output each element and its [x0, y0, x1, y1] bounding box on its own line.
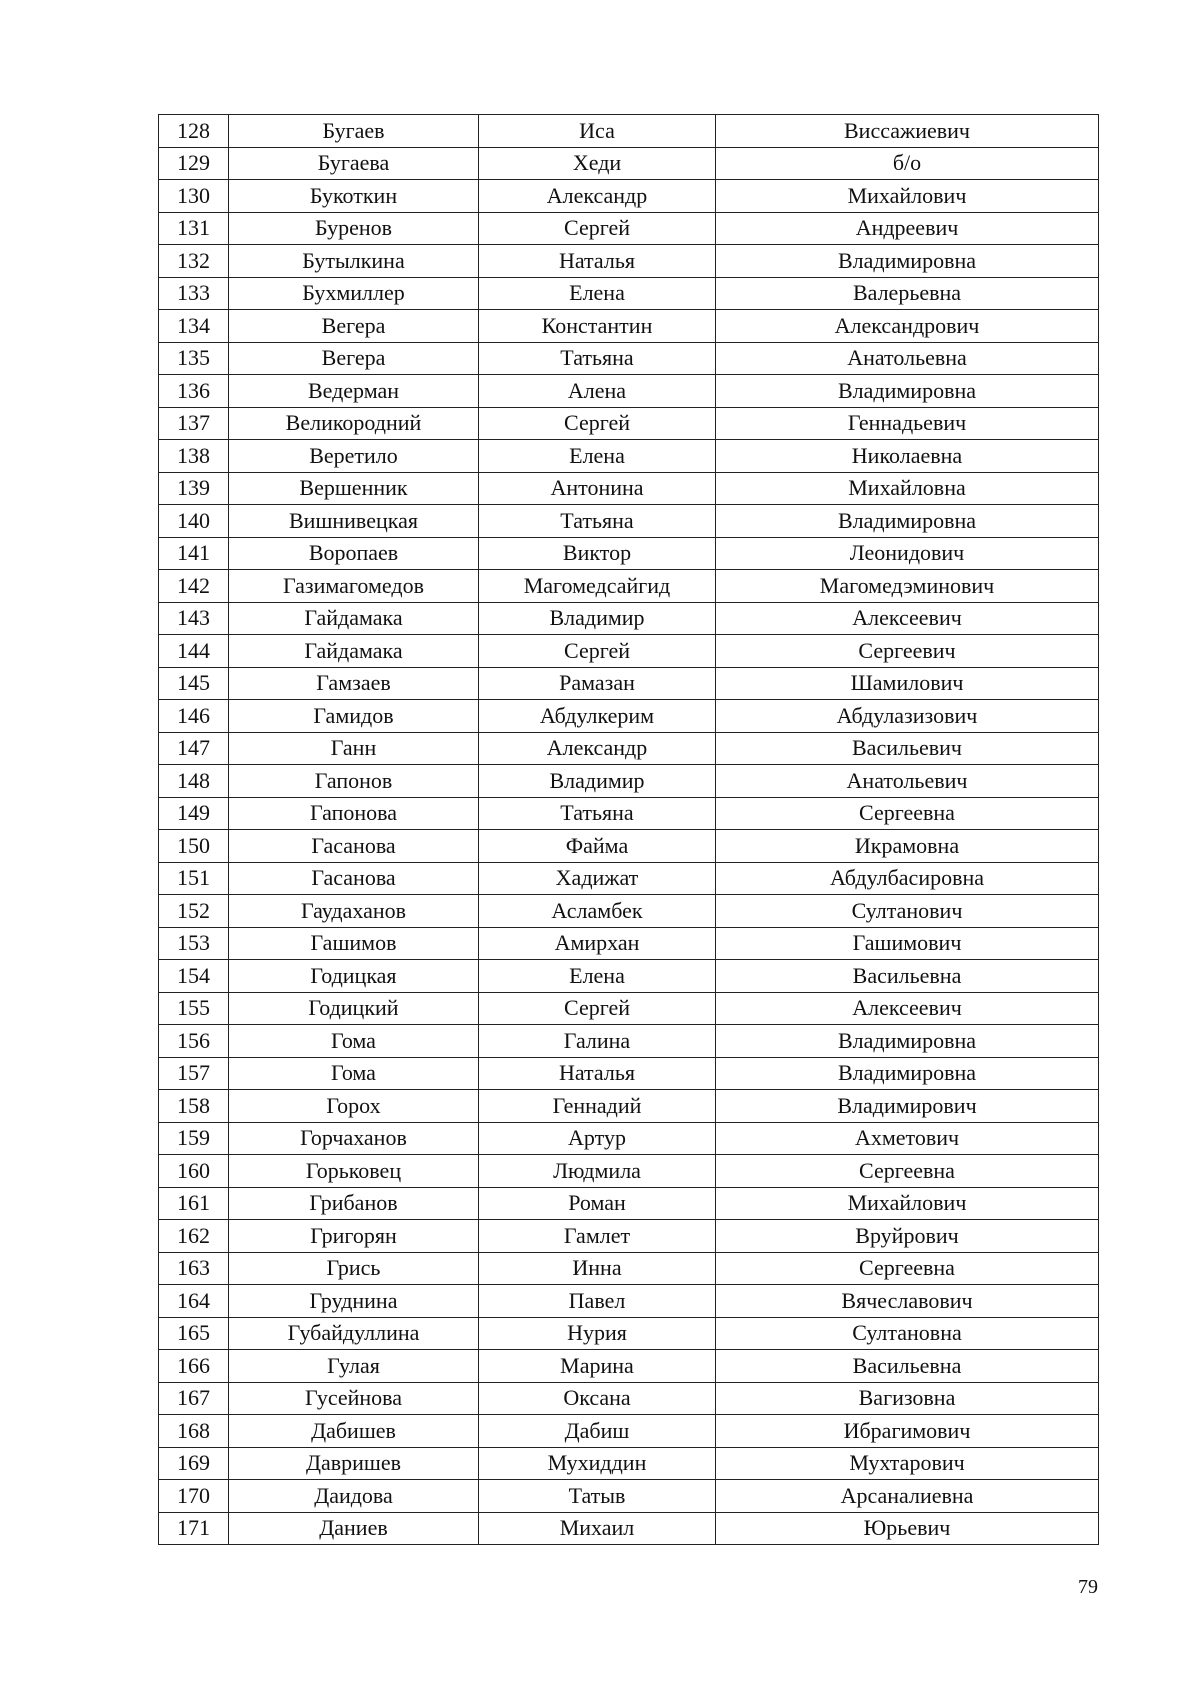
- table-row: [159, 1025, 1099, 1058]
- patronymic-cell: Вагизовна: [716, 1382, 1099, 1415]
- first-name-cell: Рамазан: [479, 667, 716, 700]
- patronymic-cell: Анатольевич: [716, 765, 1099, 798]
- first-name-cell: Сергей: [479, 212, 716, 245]
- patronymic-cell: Владимировна: [716, 505, 1099, 538]
- table-row: [159, 635, 1099, 668]
- first-name-cell: Владимир: [479, 602, 716, 635]
- roster-table-body: [159, 115, 1099, 1545]
- first-name-cell: Михаил: [479, 1512, 716, 1545]
- patronymic-cell: Андреевич: [716, 212, 1099, 245]
- last-name-cell: Бугаев: [229, 115, 479, 148]
- last-name-cell: Григорян: [229, 1220, 479, 1253]
- table-row: [159, 115, 1099, 148]
- row-number-cell: 133: [159, 277, 229, 310]
- table-row: [159, 1382, 1099, 1415]
- row-number-cell: 148: [159, 765, 229, 798]
- row-number-cell: 145: [159, 667, 229, 700]
- row-number-cell: 155: [159, 992, 229, 1025]
- row-number-cell: 147: [159, 732, 229, 765]
- row-number-cell: 153: [159, 927, 229, 960]
- row-number-cell: 162: [159, 1220, 229, 1253]
- table-row: [159, 1122, 1099, 1155]
- table-row: [159, 797, 1099, 830]
- table-row: [159, 602, 1099, 635]
- last-name-cell: Горчаханов: [229, 1122, 479, 1155]
- table-row: [159, 1447, 1099, 1480]
- patronymic-cell: Сергеевна: [716, 797, 1099, 830]
- row-number-cell: 161: [159, 1187, 229, 1220]
- patronymic-cell: Магомедэминович: [716, 570, 1099, 603]
- table-row: [159, 505, 1099, 538]
- table-row: [159, 1415, 1099, 1448]
- patronymic-cell: Икрамовна: [716, 830, 1099, 863]
- table-row: [159, 1317, 1099, 1350]
- first-name-cell: Иса: [479, 115, 716, 148]
- table-row: [159, 1220, 1099, 1253]
- first-name-cell: Файма: [479, 830, 716, 863]
- table-row: [159, 277, 1099, 310]
- patronymic-cell: Владимировна: [716, 375, 1099, 408]
- patronymic-cell: Владимировна: [716, 1057, 1099, 1090]
- last-name-cell: Груднина: [229, 1285, 479, 1318]
- row-number-cell: 166: [159, 1350, 229, 1383]
- first-name-cell: Гамлет: [479, 1220, 716, 1253]
- last-name-cell: Губайдуллина: [229, 1317, 479, 1350]
- row-number-cell: 163: [159, 1252, 229, 1285]
- patronymic-cell: Мухтарович: [716, 1447, 1099, 1480]
- patronymic-cell: Геннадьевич: [716, 407, 1099, 440]
- patronymic-cell: б/о: [716, 147, 1099, 180]
- row-number-cell: 134: [159, 310, 229, 343]
- row-number-cell: 137: [159, 407, 229, 440]
- first-name-cell: Татыв: [479, 1480, 716, 1513]
- row-number-cell: 152: [159, 895, 229, 928]
- first-name-cell: Наталья: [479, 245, 716, 278]
- table-row: [159, 960, 1099, 993]
- last-name-cell: Гамидов: [229, 700, 479, 733]
- first-name-cell: Инна: [479, 1252, 716, 1285]
- row-number-cell: 136: [159, 375, 229, 408]
- table-row: [159, 440, 1099, 473]
- first-name-cell: Виктор: [479, 537, 716, 570]
- patronymic-cell: Валерьевна: [716, 277, 1099, 310]
- row-number-cell: 138: [159, 440, 229, 473]
- patronymic-cell: Ахметович: [716, 1122, 1099, 1155]
- first-name-cell: Елена: [479, 277, 716, 310]
- row-number-cell: 144: [159, 635, 229, 668]
- table-row: [159, 1480, 1099, 1513]
- patronymic-cell: Алексеевич: [716, 992, 1099, 1025]
- table-row: [159, 895, 1099, 928]
- last-name-cell: Давришев: [229, 1447, 479, 1480]
- roster-table: [158, 114, 1099, 1545]
- row-number-cell: 130: [159, 180, 229, 213]
- row-number-cell: 128: [159, 115, 229, 148]
- patronymic-cell: Васильевич: [716, 732, 1099, 765]
- last-name-cell: Ганн: [229, 732, 479, 765]
- first-name-cell: Галина: [479, 1025, 716, 1058]
- row-number-cell: 168: [159, 1415, 229, 1448]
- last-name-cell: Бугаева: [229, 147, 479, 180]
- first-name-cell: Оксана: [479, 1382, 716, 1415]
- patronymic-cell: Абдулбасировна: [716, 862, 1099, 895]
- last-name-cell: Горьковец: [229, 1155, 479, 1188]
- last-name-cell: Гаудаханов: [229, 895, 479, 928]
- first-name-cell: Геннадий: [479, 1090, 716, 1123]
- last-name-cell: Бутылкина: [229, 245, 479, 278]
- first-name-cell: Магомедсайгид: [479, 570, 716, 603]
- last-name-cell: Буренов: [229, 212, 479, 245]
- patronymic-cell: Анатольевна: [716, 342, 1099, 375]
- patronymic-cell: Леонидович: [716, 537, 1099, 570]
- first-name-cell: Павел: [479, 1285, 716, 1318]
- last-name-cell: Великородний: [229, 407, 479, 440]
- table-row: [159, 700, 1099, 733]
- patronymic-cell: Султанович: [716, 895, 1099, 928]
- table-row: [159, 342, 1099, 375]
- last-name-cell: Гамзаев: [229, 667, 479, 700]
- first-name-cell: Марина: [479, 1350, 716, 1383]
- table-row: [159, 212, 1099, 245]
- first-name-cell: Роман: [479, 1187, 716, 1220]
- patronymic-cell: Султановна: [716, 1317, 1099, 1350]
- last-name-cell: Вишнивецкая: [229, 505, 479, 538]
- patronymic-cell: Владимировна: [716, 245, 1099, 278]
- row-number-cell: 164: [159, 1285, 229, 1318]
- first-name-cell: Антонина: [479, 472, 716, 505]
- first-name-cell: Александр: [479, 180, 716, 213]
- last-name-cell: Гасанова: [229, 830, 479, 863]
- row-number-cell: 132: [159, 245, 229, 278]
- last-name-cell: Даниев: [229, 1512, 479, 1545]
- last-name-cell: Гайдамака: [229, 602, 479, 635]
- last-name-cell: Веретило: [229, 440, 479, 473]
- table-row: [159, 570, 1099, 603]
- patronymic-cell: Вячеславович: [716, 1285, 1099, 1318]
- table-row: [159, 147, 1099, 180]
- table-row: [159, 1155, 1099, 1188]
- row-number-cell: 143: [159, 602, 229, 635]
- patronymic-cell: Васильевна: [716, 1350, 1099, 1383]
- patronymic-cell: Шамилович: [716, 667, 1099, 700]
- patronymic-cell: Виссажиевич: [716, 115, 1099, 148]
- first-name-cell: Артур: [479, 1122, 716, 1155]
- row-number-cell: 139: [159, 472, 229, 505]
- patronymic-cell: Владимирович: [716, 1090, 1099, 1123]
- patronymic-cell: Юрьевич: [716, 1512, 1099, 1545]
- patronymic-cell: Сергеевич: [716, 635, 1099, 668]
- last-name-cell: Ведерман: [229, 375, 479, 408]
- last-name-cell: Дабишев: [229, 1415, 479, 1448]
- patronymic-cell: Гашимович: [716, 927, 1099, 960]
- row-number-cell: 150: [159, 830, 229, 863]
- first-name-cell: Сергей: [479, 407, 716, 440]
- patronymic-cell: Абдулазизович: [716, 700, 1099, 733]
- patronymic-cell: Арсаналиевна: [716, 1480, 1099, 1513]
- last-name-cell: Вегера: [229, 310, 479, 343]
- table-row: [159, 1285, 1099, 1318]
- last-name-cell: Гайдамака: [229, 635, 479, 668]
- last-name-cell: Газимагомедов: [229, 570, 479, 603]
- first-name-cell: Хеди: [479, 147, 716, 180]
- patronymic-cell: Ибрагимович: [716, 1415, 1099, 1448]
- table-row: [159, 765, 1099, 798]
- last-name-cell: Гома: [229, 1025, 479, 1058]
- table-row: [159, 1187, 1099, 1220]
- first-name-cell: Татьяна: [479, 505, 716, 538]
- row-number-cell: 171: [159, 1512, 229, 1545]
- patronymic-cell: Владимировна: [716, 1025, 1099, 1058]
- first-name-cell: Елена: [479, 960, 716, 993]
- last-name-cell: Годицкий: [229, 992, 479, 1025]
- row-number-cell: 131: [159, 212, 229, 245]
- last-name-cell: Гапонов: [229, 765, 479, 798]
- last-name-cell: Горох: [229, 1090, 479, 1123]
- patronymic-cell: Михайловна: [716, 472, 1099, 505]
- table-row: [159, 667, 1099, 700]
- table-row: [159, 245, 1099, 278]
- first-name-cell: Абдулкерим: [479, 700, 716, 733]
- patronymic-cell: Николаевна: [716, 440, 1099, 473]
- patronymic-cell: Михайлович: [716, 180, 1099, 213]
- table-row: [159, 1057, 1099, 1090]
- last-name-cell: Вегера: [229, 342, 479, 375]
- table-row: [159, 1350, 1099, 1383]
- first-name-cell: Константин: [479, 310, 716, 343]
- patronymic-cell: Вруйрович: [716, 1220, 1099, 1253]
- patronymic-cell: Алексеевич: [716, 602, 1099, 635]
- last-name-cell: Гасанова: [229, 862, 479, 895]
- first-name-cell: Хадижат: [479, 862, 716, 895]
- patronymic-cell: Сергеевна: [716, 1155, 1099, 1188]
- table-row: [159, 180, 1099, 213]
- first-name-cell: Владимир: [479, 765, 716, 798]
- table-row: [159, 472, 1099, 505]
- table-row: [159, 1512, 1099, 1545]
- last-name-cell: Бухмиллер: [229, 277, 479, 310]
- table-row: [159, 992, 1099, 1025]
- last-name-cell: Даидова: [229, 1480, 479, 1513]
- row-number-cell: 159: [159, 1122, 229, 1155]
- row-number-cell: 135: [159, 342, 229, 375]
- row-number-cell: 149: [159, 797, 229, 830]
- table-row: [159, 862, 1099, 895]
- patronymic-cell: Сергеевна: [716, 1252, 1099, 1285]
- first-name-cell: Людмила: [479, 1155, 716, 1188]
- first-name-cell: Сергей: [479, 992, 716, 1025]
- last-name-cell: Воропаев: [229, 537, 479, 570]
- row-number-cell: 140: [159, 505, 229, 538]
- table-row: [159, 732, 1099, 765]
- row-number-cell: 167: [159, 1382, 229, 1415]
- row-number-cell: 146: [159, 700, 229, 733]
- first-name-cell: Александр: [479, 732, 716, 765]
- patronymic-cell: Васильевна: [716, 960, 1099, 993]
- row-number-cell: 158: [159, 1090, 229, 1123]
- row-number-cell: 142: [159, 570, 229, 603]
- table-row: [159, 830, 1099, 863]
- first-name-cell: Татьяна: [479, 342, 716, 375]
- first-name-cell: Елена: [479, 440, 716, 473]
- first-name-cell: Нурия: [479, 1317, 716, 1350]
- table-row: [159, 407, 1099, 440]
- row-number-cell: 165: [159, 1317, 229, 1350]
- row-number-cell: 157: [159, 1057, 229, 1090]
- row-number-cell: 169: [159, 1447, 229, 1480]
- row-number-cell: 170: [159, 1480, 229, 1513]
- first-name-cell: Алена: [479, 375, 716, 408]
- last-name-cell: Гома: [229, 1057, 479, 1090]
- last-name-cell: Гусейнова: [229, 1382, 479, 1415]
- table-row: [159, 1252, 1099, 1285]
- first-name-cell: Татьяна: [479, 797, 716, 830]
- table-row: [159, 1090, 1099, 1123]
- first-name-cell: Мухиддин: [479, 1447, 716, 1480]
- last-name-cell: Годицкая: [229, 960, 479, 993]
- table-row: [159, 310, 1099, 343]
- row-number-cell: 160: [159, 1155, 229, 1188]
- first-name-cell: Асламбек: [479, 895, 716, 928]
- page-number: 79: [1078, 1576, 1098, 1598]
- last-name-cell: Гапонова: [229, 797, 479, 830]
- table-row: [159, 927, 1099, 960]
- patronymic-cell: Александрович: [716, 310, 1099, 343]
- first-name-cell: Амирхан: [479, 927, 716, 960]
- row-number-cell: 151: [159, 862, 229, 895]
- last-name-cell: Гашимов: [229, 927, 479, 960]
- last-name-cell: Гулая: [229, 1350, 479, 1383]
- first-name-cell: Наталья: [479, 1057, 716, 1090]
- table-row: [159, 375, 1099, 408]
- last-name-cell: Вершенник: [229, 472, 479, 505]
- row-number-cell: 129: [159, 147, 229, 180]
- row-number-cell: 156: [159, 1025, 229, 1058]
- last-name-cell: Букоткин: [229, 180, 479, 213]
- table-row: [159, 537, 1099, 570]
- row-number-cell: 154: [159, 960, 229, 993]
- first-name-cell: Сергей: [479, 635, 716, 668]
- last-name-cell: Грись: [229, 1252, 479, 1285]
- patronymic-cell: Михайлович: [716, 1187, 1099, 1220]
- last-name-cell: Грибанов: [229, 1187, 479, 1220]
- first-name-cell: Дабиш: [479, 1415, 716, 1448]
- row-number-cell: 141: [159, 537, 229, 570]
